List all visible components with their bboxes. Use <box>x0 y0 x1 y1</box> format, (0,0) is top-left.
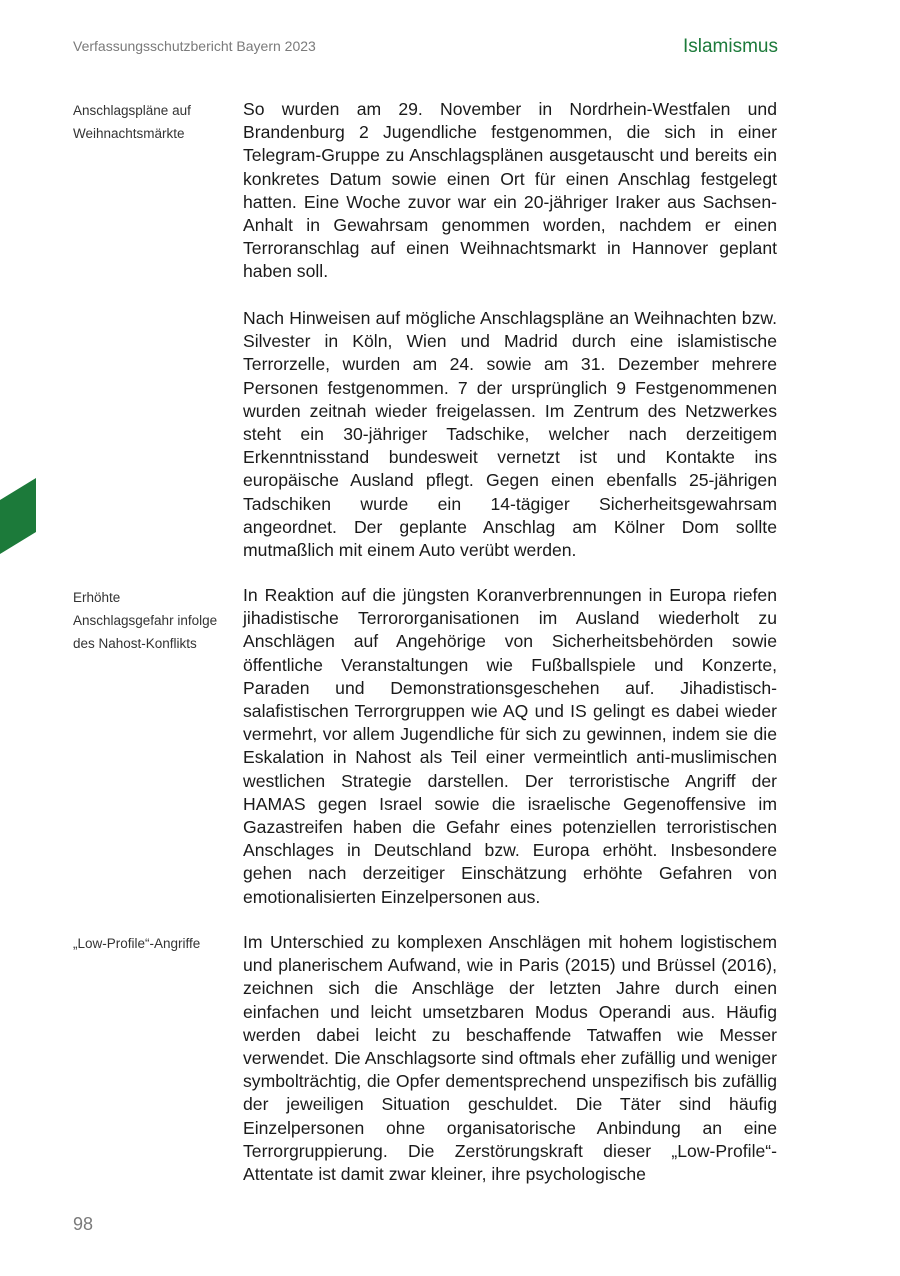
running-header: Verfassungsschutzbericht Bayern 2023 <box>73 38 316 54</box>
chapter-title: Islamismus <box>682 36 778 57</box>
paragraph: So wurden am 29. November in Nordrhein-Westfalen und Brandenburg 2 Jugendliche festgenommen, die sich in einer Telegram-Gruppe zu Anschlagsplänen ausgetauscht und bereits ein konkretes Datum sowie einen Ort für einen Anschlag festgelegt hatten. Eine Woche zuvor war ein 20-jähriger Iraker aus Sachsen-Anhalt in Gewahrsam genommen worden, nachdem er einen Terroranschlag auf einen Weihnachtsmarkt in Hannover geplant haben soll. <box>243 99 777 282</box>
paragraph: Im Unterschied zu komplexen Anschlägen mit hohem logistischem und planerischem Aufwand, wie in Paris (2015) und Brüssel (2016), zeichnen sich die Anschläge der letzten Jahre durch einen einfachen und leicht umsetzbaren Modus Operandi aus. Häufig werden dabei leicht zu beschaffende Tatwaffen wie Messer verwendet. Die Anschlagsorte sind oftmals eher zufällig und weniger symbolträchtig, die Opfer dementsprechend unspezifisch bis zufällig der jeweiligen Situation geschuldet. Die Täter sind häufig Einzelpersonen ohne organisatorische Anbindung an eine Terrorgruppierung. Die Zerstörungskraft dieser „Low-Profile“-Attentate ist damit zwar kleiner, ihre psychologische <box>243 932 777 1185</box>
margin-note-low-profile: „Low-Profile“-Angriffe <box>73 936 201 951</box>
chapter-marker-tab <box>0 478 36 554</box>
margin-note-nahost: Erhöhte Anschlagsgefahr infolge des Nahost-Konflikts <box>73 590 218 651</box>
paragraph: Nach Hinweisen auf mögliche Anschlagspläne an Weihnachten bzw. Silvester in Köln, Wien und Madrid durch eine islamistische Terrorzelle, wurden am 24. sowie am 31. Dezember mehrere Personen festgenommen. 7 der ursprünglich 9 Festgenommenen wurden zeitnah wieder freigelassen. Im Zentrum des Netzwerkes steht ein 30-jähriger Tadschike, welcher nach derzeitigem Erkenntnisstand bundesweit vernetzt ist und Kontakte ins europäische Ausland pflegt. Gegen einen ebenfalls 25-jährigen Tadschiken wurde ein 14-tägiger Sicherheitsgewahrsam angeordnet. Der geplante Anschlag am Kölner Dom sollte mutmaßlich mit einem Auto verübt werden. <box>243 308 777 561</box>
page-number: 98 <box>73 1214 94 1234</box>
paragraph: In Reaktion auf die jüngsten Koranverbrennungen in Europa riefen jihadistische Terrororganisationen im Ausland wiederholt zu Anschlägen auf Angehörige von Sicherheitsbehörden sowie öffentliche Veranstaltungen wie Fußballspiele und Konzerte, Paraden und Demonstrationsgeschehen auf. Jihadistisch-salafistischen Terrorgruppen wie AQ und IS gelingt es dabei wieder vermehrt, vor allem Jugendliche für sich zu gewinnen, indem sie die Eskalation in Nahost als Teil einer vermeintlich anti-muslimischen westlichen Strategie darstellen. Der terroristische Angriff der HAMAS gegen Israel sowie die israelische Gegenoffensive im Gazastreifen haben die Gefahr eines potenziellen terroristischen Anschlages in Deutschland bzw. Europa erhöht. Insbesondere gehen nach derzeitiger Einschätzung erhöhte Gefahren von emotionalisierten Einzelpersonen aus. <box>243 585 777 907</box>
margin-note-weihnachtsmaerkte: Anschlagspläne auf Weihnachtsmärkte <box>73 103 191 141</box>
